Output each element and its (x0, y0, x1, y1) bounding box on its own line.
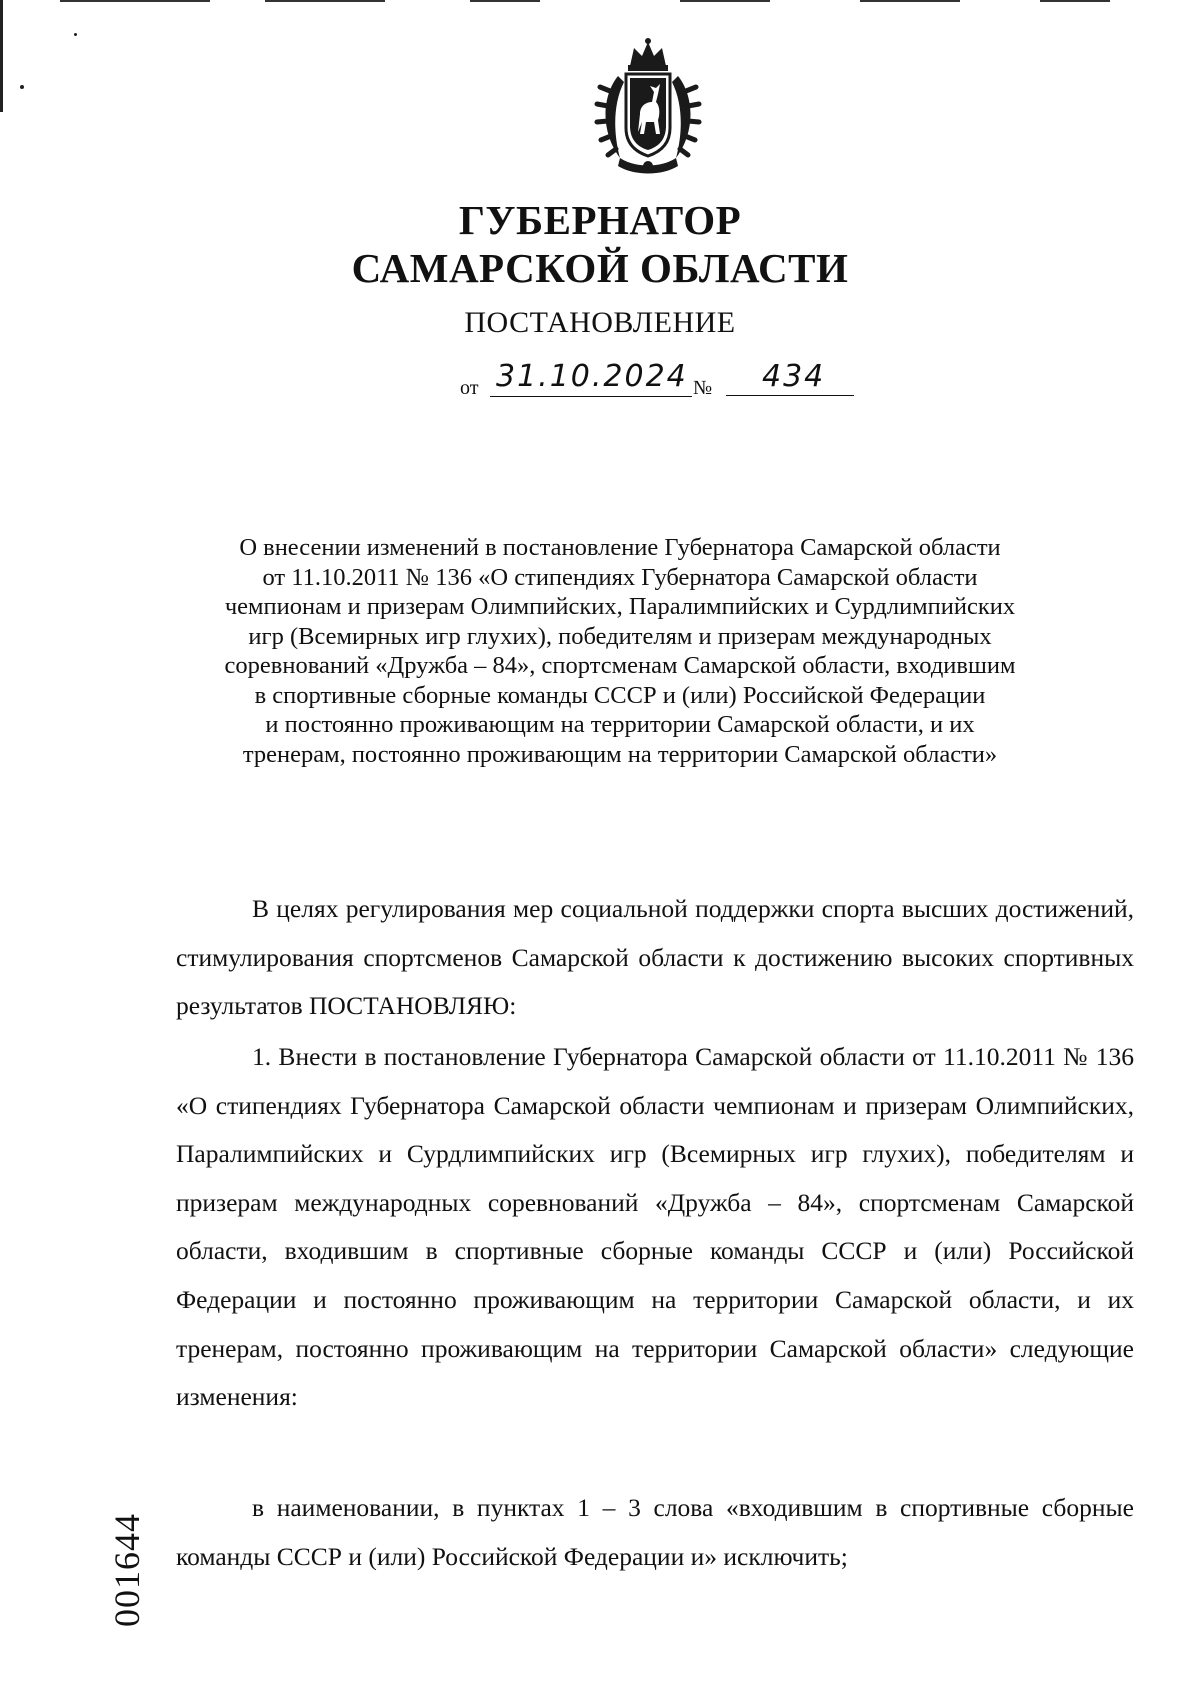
scan-top-mark (860, 0, 960, 2)
scan-speck (74, 33, 77, 36)
scan-speck (20, 85, 24, 89)
date-prefix: от (460, 377, 479, 399)
decree-title-line: от 11.10.2011 № 136 «О стипендиях Губернатора Самарской области (262, 563, 978, 591)
document-type: ПОСТАНОВЛЕНИЕ (464, 306, 736, 339)
decree-title-line: соревнований «Дружба – 84», спортсменам Самарской области, входившим (224, 652, 1016, 679)
body-paragraph-amendment (176, 1484, 1134, 1581)
decree-title-line: игр (Всемирных игр глухих), победителям и призерам международных (248, 622, 992, 650)
samara-region-coat-of-arms-icon (590, 36, 706, 176)
registration-line (460, 359, 860, 402)
scan-top-mark (265, 0, 385, 2)
scan-top-mark (470, 0, 540, 2)
paragraph-text: в наименовании, в пунктах 1 – 3 слова «входившим в спортивные сборные команды СССР и (или) Российской Федерации и» исключить; (176, 1493, 1134, 1571)
decree-title-line: чемпионам и призерам Олимпийских, Паралимпийских и Сурдлимпийских (224, 593, 1016, 620)
decree-title-line: и постоянно проживающим на территории Самарской области, и их (265, 711, 975, 738)
body-paragraph-preamble (176, 885, 1134, 1031)
issuer-title-line2: САМАРСКОЙ ОБЛАСТИ (351, 245, 849, 291)
paragraph-text: В целях регулирования мер социальной поддержки спорта высших достижений, стимулирования спортсменов Самарской области к достижению высоких спортивных результатов ПОСТАНОВЛЯЮ: (176, 894, 1134, 1021)
body-paragraph-item-1 (176, 1033, 1134, 1422)
scan-top-mark (60, 0, 210, 2)
decree-title-line: в спортивные сборные команды СССР и (или) Российской Федерации (254, 681, 986, 709)
decree-title (180, 533, 1060, 769)
number-prefix: № (693, 377, 713, 399)
decree-date: 31.10.2024 (490, 362, 692, 397)
scan-top-mark (1040, 0, 1110, 2)
paragraph-text: 1. Внести в постановление Губернатора Самарской области от 11.10.2011 № 136 «О стипендиях Губернатора Самарской области чемпионам и призерам Олимпийских, Паралимпийских и Сурдлимпийских игр (Всемирных игр глухих), победителям и призерам международных соревнований «Дружба – 84», спортсменам Самарской области, входившим в спортивные сборные команды СССР и (или) Российской Федерации и постоянно проживающим на территории Самарской области, и их тренерам, постоянно проживающим на территории Самарской области» следующие изменения: (176, 1042, 1134, 1412)
scan-top-mark (680, 0, 770, 2)
issuer-title-line1: ГУБЕРНАТОР (458, 197, 742, 243)
decree-title-line: О внесении изменений в постановление Губернатора Самарской области (239, 534, 1001, 561)
scan-edge-line (0, 0, 3, 112)
registry-number: 001644 (107, 1513, 147, 1627)
decree-title-line: тренерам, постоянно проживающим на территории Самарской области» (242, 740, 998, 768)
decree-number: 434 (726, 362, 854, 396)
